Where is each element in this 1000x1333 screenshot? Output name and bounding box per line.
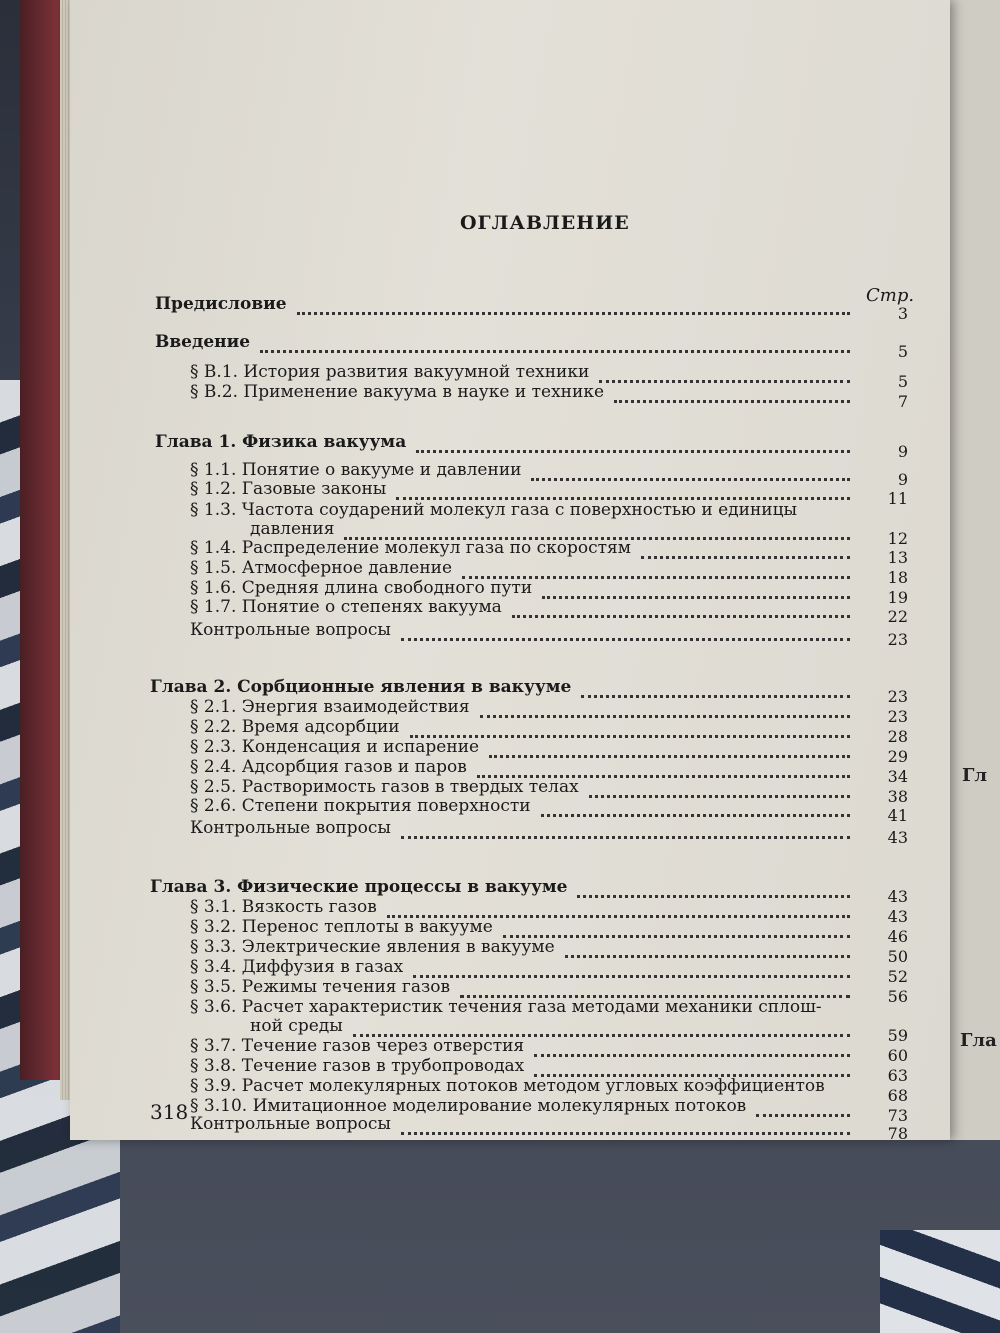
toc-entry: § 2.5. Растворимость газов в твердых телах xyxy=(190,777,579,797)
dot-leader xyxy=(577,893,850,898)
toc-heading: Введение xyxy=(155,332,251,352)
toc-heading: Глава 3. Физические процессы в вакууме xyxy=(150,877,568,897)
toc-page-number: 34 xyxy=(887,767,908,786)
dot-leader xyxy=(614,398,850,403)
dot-leader xyxy=(581,693,850,698)
toc-entry: Контрольные вопросы xyxy=(190,620,391,640)
dot-leader xyxy=(534,1072,850,1077)
toc-heading: Глава 2. Сорбционные явления в вакууме xyxy=(150,677,572,697)
dot-leader xyxy=(260,348,850,353)
dot-leader xyxy=(512,613,850,618)
toc-page-number: 29 xyxy=(887,747,908,766)
dot-leader xyxy=(565,953,850,958)
toc-page-number: 56 xyxy=(887,987,908,1006)
toc-page-number: 60 xyxy=(887,1046,908,1065)
dot-leader xyxy=(531,476,850,481)
dot-leader xyxy=(410,733,850,738)
dot-leader xyxy=(541,812,850,817)
toc-entry: § 3.7. Течение газов через отверстия xyxy=(190,1036,525,1056)
toc-entry: ной среды xyxy=(250,1016,343,1036)
page-title: ОГЛАВЛЕНИЕ xyxy=(460,212,630,234)
toc-entry: § 3.1. Вязкость газов xyxy=(190,897,377,917)
dot-leader xyxy=(462,574,850,579)
background-blanket-right xyxy=(880,1230,1000,1333)
next-page xyxy=(950,0,1000,1140)
toc-page-number: 43 xyxy=(887,828,908,847)
toc-entry: § 1.3. Частота соударений молекул газа с поверхностью и единицы xyxy=(190,500,798,520)
dot-leader xyxy=(480,713,850,718)
dot-leader xyxy=(460,993,850,998)
toc-entry: § 2.4. Адсорбция газов и паров xyxy=(190,757,467,777)
toc-page-number: 63 xyxy=(887,1066,908,1085)
toc-page-number: 59 xyxy=(887,1026,908,1045)
toc-entry: § 1.1. Понятие о вакууме и давлении xyxy=(190,460,522,480)
toc-page-number: 5 xyxy=(897,342,908,361)
dot-leader xyxy=(477,773,850,778)
dot-leader xyxy=(401,636,850,641)
toc-page-number: 43 xyxy=(887,887,908,906)
toc-page-number: 9 xyxy=(897,442,908,461)
dot-leader xyxy=(589,793,850,798)
toc-entry: § 1.5. Атмосферное давление xyxy=(190,558,453,578)
toc-entry: § 3.9. Расчет молекулярных потоков методом угловых коэффициентов xyxy=(190,1076,825,1096)
dot-leader xyxy=(413,973,850,978)
toc-page-number: 18 xyxy=(887,568,908,587)
toc-page-number: 3 xyxy=(897,304,908,323)
dot-leader xyxy=(534,1052,850,1057)
dot-leader xyxy=(401,1130,850,1135)
dot-leader xyxy=(344,535,850,540)
next-page-fragment: Гла xyxy=(960,1030,997,1051)
toc-page-number: 9 xyxy=(897,470,908,489)
toc-page-number: 68 xyxy=(887,1086,908,1105)
dot-leader xyxy=(489,753,850,758)
toc-page-number: 38 xyxy=(887,787,908,806)
dot-leader xyxy=(297,310,850,315)
toc-entry: § 3.5. Режимы течения газов xyxy=(190,977,451,997)
toc-page-number: 19 xyxy=(887,588,908,607)
toc-page-number: 43 xyxy=(887,907,908,926)
toc-entry: § 3.4. Диффузия в газах xyxy=(190,957,404,977)
toc-entry: § 2.2. Время адсорбции xyxy=(190,717,400,737)
toc-page-number: 23 xyxy=(887,687,908,706)
dot-leader xyxy=(396,495,850,500)
dot-leader xyxy=(542,594,850,599)
toc-page-number: 12 xyxy=(887,529,908,548)
toc-page-number: 7 xyxy=(897,392,908,411)
toc-page-number: 22 xyxy=(887,607,908,626)
dot-leader xyxy=(503,933,850,938)
toc-page-number: 23 xyxy=(887,707,908,726)
toc-page-number: 78 xyxy=(887,1124,908,1143)
toc-entry: давления xyxy=(250,519,335,539)
toc-page-number: 41 xyxy=(887,806,908,825)
toc-entry: § 1.7. Понятие о степенях вакуума xyxy=(190,597,502,617)
toc-page-number: 52 xyxy=(887,967,908,986)
toc-entry: § В.1. История развития вакуумной техники xyxy=(190,362,590,382)
dot-leader xyxy=(641,554,850,559)
dot-leader xyxy=(599,378,850,383)
toc-entry: Контрольные вопросы xyxy=(190,818,391,838)
toc-entry: § 3.3. Электрические явления в вакууме xyxy=(190,937,555,957)
toc-heading: Глава 1. Физика вакуума xyxy=(155,432,407,452)
dot-leader xyxy=(756,1112,850,1117)
next-page-fragment: Гл xyxy=(962,765,988,786)
toc-entry: § 2.3. Конденсация и испарение xyxy=(190,737,480,757)
toc-page-number: 5 xyxy=(897,372,908,391)
dot-leader xyxy=(353,1032,850,1037)
toc-page-number: 13 xyxy=(887,548,908,567)
toc-entry: Контрольные вопросы xyxy=(190,1114,391,1134)
dot-leader xyxy=(387,913,850,918)
dot-leader xyxy=(416,448,850,453)
dot-leader xyxy=(401,834,850,839)
page-column-label: Стр. xyxy=(866,285,915,306)
toc-entry: § 2.1. Энергия взаимодействия xyxy=(190,697,470,717)
toc-page-number: 73 xyxy=(887,1106,908,1125)
toc-entry: § 2.6. Степени покрытия поверхности xyxy=(190,796,531,816)
toc-page-number: 11 xyxy=(887,489,908,508)
toc-page-number: 28 xyxy=(887,727,908,746)
toc-entry: § 1.6. Средняя длина свободного пути xyxy=(190,578,533,598)
toc-page-number: 23 xyxy=(887,630,908,649)
page-number: 318 xyxy=(150,1100,189,1124)
toc-entry: § 3.10. Имитационное моделирование молекулярных потоков xyxy=(190,1096,747,1116)
toc-entry: § 1.2. Газовые законы xyxy=(190,479,387,499)
toc-entry: § В.2. Применение вакуума в науке и технике xyxy=(190,382,605,402)
toc-page-number: 46 xyxy=(887,927,908,946)
toc-entry: § 3.6. Расчет характеристик течения газа методами механики сплош- xyxy=(190,997,822,1017)
toc-page-number: 50 xyxy=(887,947,908,966)
toc-heading: Предисловие xyxy=(155,294,287,314)
toc-entry: § 1.4. Распределение молекул газа по скоростям xyxy=(190,538,631,558)
toc-entry: § 3.8. Течение газов в трубопроводах xyxy=(190,1056,525,1076)
toc-entry: § 3.2. Перенос теплоты в вакууме xyxy=(190,917,493,937)
